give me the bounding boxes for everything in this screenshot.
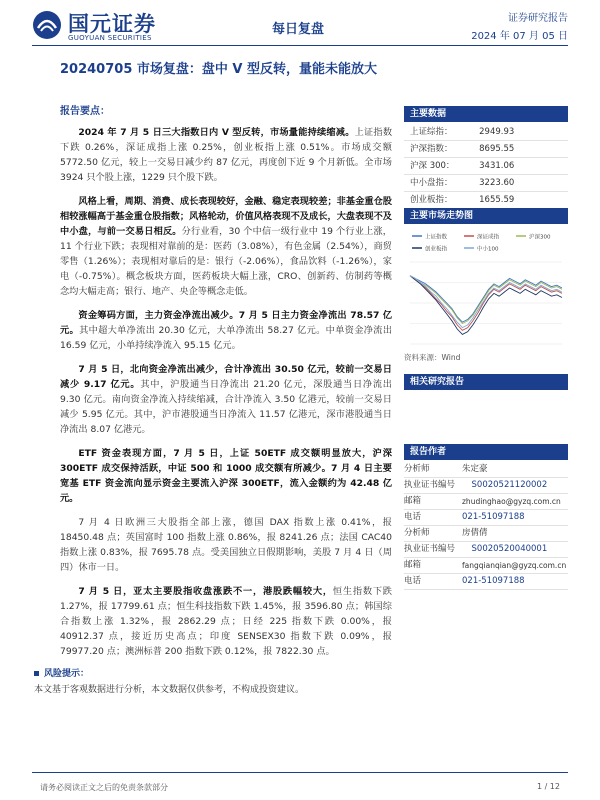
- analyst-row: [404, 542, 568, 558]
- paragraph-list: [60, 125, 392, 659]
- analyst-name: 朱定豪: [462, 464, 488, 474]
- paragraph-lead: 风格上看，周期、消费、成长表现较好，金融、稳定表现较差；非基金重仓股相较涨幅高于基金重仓股指数；风格轮动，价值风格表现不及成长，大盘表现不及中小盘，与前一交易日相反。: [60, 196, 392, 237]
- paragraph-lead: 资金筹码方面，主力资金净流出减少。7 月 5 日主力资金净流出 78.57 亿元。: [60, 310, 392, 336]
- paragraph-text: 恒生指数下跌 1.27%，报 17799.61 点；恒生科技指数下跌 1.45%，报 3596.80 点；韩国综合指数上涨 1.32%，报 2862.29 点；日经 225 指数下跌 0.00%，报 40912.37 点，接近历史高点；印度 SENSEX30 指数下跌 0.09%，报 79977.20 点；澳洲标普 200 指数下跌 0.12%，报 7822.30 点。: [60, 586, 392, 657]
- disclaimer-note: 请务必阅读正文之后的免责条款部分: [40, 783, 168, 792]
- paragraph-lead: 7 月 5 日，亚太主要股指收盘涨跌不一，港股跌幅较大，: [78, 586, 333, 597]
- index-name: 创业板指：: [410, 195, 453, 205]
- chart-header: 主要市场走势图: [404, 208, 568, 224]
- tel-number: 021-51097188: [462, 512, 525, 522]
- index-value: 3223.60: [479, 178, 515, 188]
- index-name: 沪深 300：: [410, 161, 455, 171]
- tel-label: 电话: [404, 576, 422, 586]
- legend-label: 创业板指: [425, 246, 448, 253]
- analyst-role: 分析师: [404, 464, 430, 474]
- paragraph: [60, 515, 392, 575]
- author-header: 报告作者: [404, 444, 568, 460]
- table-row: [404, 192, 568, 209]
- main-data-table: [404, 124, 568, 209]
- index-name: 上证综指：: [410, 127, 453, 137]
- paragraph: [60, 125, 392, 185]
- analyst-card: [404, 526, 568, 590]
- paragraph-lead: ETF 资金表现方面，7 月 5 日，上证 50ETF 成交额明显放大，沪深 300ETF 成交保持活跃，中证 500 和 1000 成交额有所减少。7 月 4 日主要宽基 ETF 资金流向显示资金主要流入沪深 300ETF，流入金额约为 42.48 亿元。: [60, 448, 392, 504]
- risk-section: [32, 666, 568, 698]
- analyst-row: [404, 574, 568, 590]
- page-title: 20240705 市场复盘：盘中 V 型反转，量能未能放大: [60, 62, 378, 77]
- risk-title: 风险提示：: [32, 666, 568, 682]
- table-row: [404, 141, 568, 158]
- legend-label: 深证成指: [477, 234, 500, 241]
- header-meta: [471, 10, 568, 46]
- cert-number: S0020521120002: [471, 480, 548, 490]
- page-number: 1 / 12: [536, 782, 560, 791]
- analyst-row: [404, 510, 568, 526]
- analyst-row: [404, 462, 568, 478]
- doc-type: 每日复盘: [272, 22, 325, 37]
- report-date: 2024 年 07 月 05 日: [471, 31, 568, 42]
- tel-label: 电话: [404, 512, 422, 522]
- analyst-row: [404, 494, 568, 510]
- analyst-role: 分析师: [404, 528, 430, 538]
- paragraph-text: 7 月 4 日欧洲三大股指全部上涨，德国 DAX 指数上涨 0.41%，报 18450.48 点；英国富时 100 指数上涨 0.86%，报 8241.26 点；法国 CAC40 指数上涨 0.83%，报 7695.78 点。受美国独立日假期影响，美股 7 月 4 日（周四）休市一日。: [60, 517, 392, 573]
- cert-label: 执业证书编号: [404, 480, 456, 490]
- market-trend-chart: [404, 228, 568, 350]
- paragraph-lead: 7 月 5 日，北向资金净流出减少，合计净流出 30.50 亿元，较前一交易日减少 9.17 亿元。: [60, 364, 392, 390]
- logo-mark-icon: [32, 10, 62, 40]
- legend-label: 沪深300: [529, 234, 551, 241]
- header-divider: [32, 45, 568, 46]
- mail-link[interactable]: fangqianqian@gyzq.com.cn: [462, 561, 567, 570]
- main-data-header: 主要数据: [404, 106, 568, 122]
- analyst-row: [404, 526, 568, 542]
- table-row: [404, 158, 568, 175]
- paragraph-text: 分行业看，30 个中信一级行业中 19 个行业上涨，11 个行业下跌；表现相对靠前的是：医药（3.08%），有色金属（2.54%），商贸零售（1.26%）；表现相对靠后的是：银行（-2.06%），食品饮料（-1.26%），家电（-0.75%）。概念板块方面，医药板块大幅上涨，CRO、创新药、仿制药等概念均大幅走高；银行、地产、央企等概念走低。: [60, 226, 392, 297]
- logo-text-en: GUOYUAN SECURITIES: [68, 34, 152, 42]
- index-name: 中小盘指：: [410, 178, 453, 188]
- index-value: 8695.55: [479, 144, 515, 154]
- index-name: 沪深指数：: [410, 144, 453, 154]
- analyst-name: 房倩倩: [462, 528, 488, 538]
- paragraph: [60, 308, 392, 353]
- logo-text-cn: 国元证券: [68, 12, 156, 36]
- points-label: 报告要点：: [60, 106, 110, 117]
- paragraph: [60, 446, 392, 506]
- paragraph-text: 上证指数下跌 0.26%，深证成指上涨 0.25%，创业板指上涨 0.51%。市场成交额 5772.50 亿元，较上一交易日减少约 87 亿元，再度创下近 9 个月新低。全市场 3924 只个股上涨，1229 只个股下跌。: [60, 127, 393, 183]
- footer-divider: [32, 772, 568, 773]
- cert-number: S0020520040001: [471, 544, 548, 554]
- analyst-row: [404, 478, 568, 494]
- analyst-card: [404, 462, 568, 526]
- chart-source: 资料来源：Wind: [404, 353, 461, 362]
- paragraph: [60, 194, 392, 299]
- paragraph-lead: 2024 年 7 月 5 日三大指数日内 V 型反转，市场量能持续缩减。: [78, 127, 355, 138]
- risk-text: 本文基于客观数据进行分析，本文数据仅供参考，不构成投资建议。: [34, 685, 305, 695]
- legend-label: 中小100: [477, 246, 499, 253]
- legend-label: 上证指数: [425, 234, 448, 241]
- index-value: 2949.93: [479, 127, 515, 137]
- logo: [32, 8, 207, 44]
- report-body: [60, 104, 392, 668]
- mail-label: 邮箱: [404, 496, 422, 506]
- paragraph: [60, 362, 392, 437]
- cert-label: 执业证书编号: [404, 544, 456, 554]
- mail-label: 邮箱: [404, 560, 422, 570]
- table-row: [404, 124, 568, 141]
- table-row: [404, 175, 568, 192]
- index-value: 3431.06: [479, 161, 515, 171]
- report-category: 证券研究报告: [508, 13, 568, 24]
- index-value: 1655.59: [479, 195, 515, 205]
- mail-link[interactable]: zhudinghao@gyzq.com.cn: [462, 497, 561, 506]
- tel-number: 021-51097188: [462, 576, 525, 586]
- paragraph: [60, 584, 392, 659]
- paragraph-text: 其中超大单净流出 20.30 亿元，大单净流出 58.27 亿元。中单资金净流出 16.59 亿元，小单持续净流入 95.15 亿元。: [60, 325, 393, 351]
- analyst-row: [404, 558, 568, 574]
- related-header: 相关研究报告: [404, 374, 568, 390]
- paragraph-text: 其中，沪股通当日净流出 21.20 亿元，深股通当日净流出 9.30 亿元。南向资金净流入持续缩减，合计净流入 3.50 亿港元，较前一交易日减少 5.95 亿元。其中，沪市港股通当日净流入 11.57 亿港元，深市港股通当日净流出 8.07 亿港元。: [60, 379, 392, 435]
